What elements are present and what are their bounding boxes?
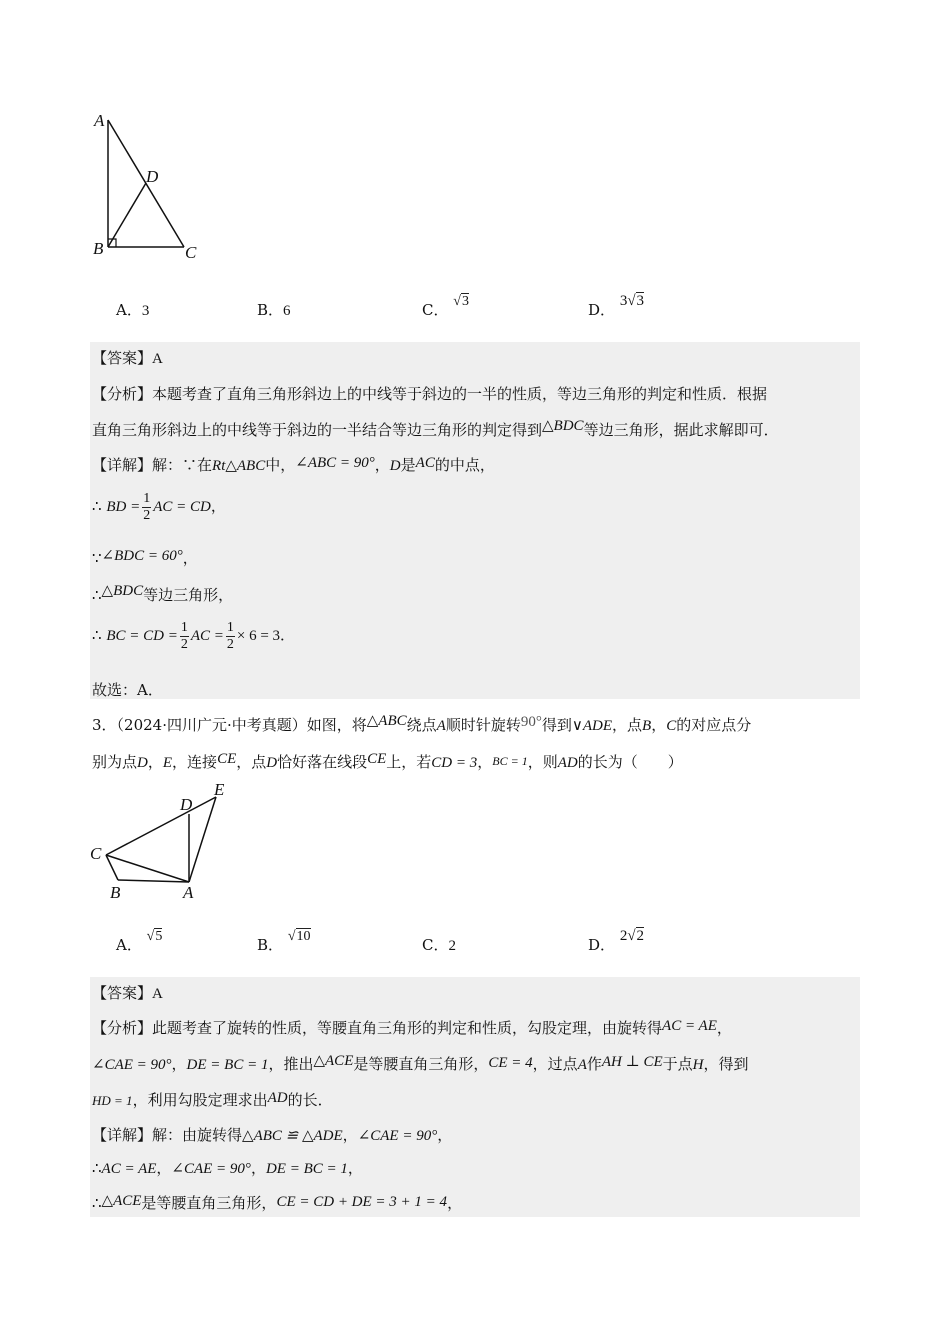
label-D: D — [180, 795, 193, 814]
option-a-letter: A． — [116, 301, 142, 319]
math-expr: ∠CAE = 90° — [92, 1057, 172, 1073]
stem-text: 3．（2024·四川广元·中考真题）如图，将 — [92, 716, 367, 734]
q2-detail-line3 — [92, 547, 198, 568]
answer-tag: 【答案】 — [92, 984, 153, 1002]
option-a-value: 3 — [141, 303, 150, 319]
q2-analysis-line1 — [92, 383, 767, 404]
math-expr: DE = BC = 1 — [265, 1161, 348, 1177]
label-A: A — [94, 111, 105, 130]
math-expr: H — [692, 1057, 704, 1073]
q2-analysis-line2 — [92, 419, 779, 440]
math-expr: CE — [367, 751, 387, 767]
math-expr: BC = 1 — [492, 754, 528, 768]
q3-stem-line1 — [92, 714, 751, 735]
q3-option-d — [588, 928, 645, 955]
label-A: A — [183, 883, 194, 902]
option-b-value: √10 — [287, 929, 311, 944]
math-expr: DE = BC = 1 — [186, 1057, 269, 1073]
analysis-text: 作 — [586, 1055, 602, 1073]
q2-answer — [92, 347, 163, 368]
analysis-text: 等边三角形，据此求解即可． — [583, 421, 779, 439]
math-expr: △BDC — [542, 418, 584, 434]
math-expr: E — [162, 755, 173, 771]
analysis-text: ，利用勾股定理求出 — [132, 1091, 268, 1109]
therefore-symbol: ∴ — [92, 1159, 102, 1177]
q2-detail-line1 — [92, 454, 495, 475]
option-b-value: 6 — [283, 303, 291, 319]
math-expr: CE — [217, 751, 237, 767]
stem-text: ，则 — [527, 753, 558, 771]
answer-tag: 【答案】 — [92, 349, 153, 367]
option-c-letter: C． — [422, 301, 449, 319]
detail-text: 中， — [265, 456, 296, 474]
math-expr: A — [577, 1057, 587, 1073]
analysis-text: 是等腰直角三角形， — [353, 1055, 489, 1073]
q3-analysis-line1 — [92, 1017, 732, 1038]
q3-detail-line1 — [92, 1124, 452, 1145]
q3-detail-line3 — [92, 1192, 462, 1213]
option-d-letter: D． — [588, 936, 616, 954]
math-expr: △ACE — [101, 1193, 142, 1209]
analysis-text: ，推出 — [268, 1055, 314, 1073]
stem-text: ， — [477, 753, 493, 771]
stem-text: 上，若 — [386, 753, 432, 771]
option-b-letter: B． — [257, 936, 284, 954]
math-expr: 90° — [520, 714, 542, 730]
numerator: 1 — [180, 619, 188, 635]
analysis-text: 此题考查了旋转的性质，等腰直角三角形的判定和性质，勾股定理，由旋转得 — [152, 1019, 663, 1037]
edge-BD — [108, 183, 146, 247]
math-expr: ∠CAE = 90° — [357, 1128, 438, 1144]
math-expr: A — [436, 718, 446, 734]
label-C: C — [90, 844, 102, 863]
math-expr: Rt△ABC — [212, 458, 266, 474]
analysis-tag: 【分析】 — [92, 1019, 153, 1037]
math-expr: ∠CAE = 90° — [171, 1161, 251, 1177]
therefore-symbol: ∴ — [92, 1194, 102, 1212]
math-expr: BD = — [106, 499, 141, 515]
option-d-radicand: 3 — [636, 293, 645, 309]
math-expr: ∠BDC = 60° — [101, 548, 183, 564]
detail-text: ， — [347, 1159, 363, 1177]
denominator: 2 — [143, 507, 151, 523]
stem-text: 的长为（ ） — [577, 753, 683, 771]
choice-text: 故选：A． — [92, 681, 163, 699]
math-expr: AD — [267, 1090, 288, 1106]
stem-text: 得到 — [541, 716, 572, 734]
math-expr: AC = AE — [662, 1018, 717, 1034]
detail-text: ， — [182, 549, 198, 567]
detail-text: ， — [447, 1194, 463, 1212]
q2-detail-line5 — [92, 616, 295, 655]
math-expr: AC = CD — [153, 499, 211, 515]
option-c-value: 2 — [448, 938, 456, 954]
q3-option-a — [116, 929, 163, 955]
option-d-coef: 2 — [619, 928, 628, 944]
stem-text: ， — [147, 753, 163, 771]
stem-text: ， — [651, 716, 667, 734]
stem-text: 别为点 — [92, 753, 138, 771]
math-expr: AH ⊥ CE — [601, 1054, 663, 1070]
edge-CA — [106, 855, 189, 882]
math-expr: D — [266, 755, 278, 771]
math-expr: CE = 4 — [488, 1055, 533, 1071]
option-b-radicand: 10 — [296, 929, 311, 944]
detail-text: 等边三角形， — [143, 586, 234, 604]
option-c-letter: C． — [422, 936, 449, 954]
stem-text: 恰好落在线段 — [277, 753, 368, 771]
math-expr: CD = 3 — [431, 755, 478, 771]
analysis-text: 的长． — [287, 1091, 333, 1109]
math-expr: △ABC ≌ △ADE — [242, 1128, 343, 1144]
analysis-text: ，过点 — [532, 1055, 578, 1073]
because-symbol: ∵ — [92, 549, 102, 567]
option-b — [257, 299, 291, 320]
answer-value: A — [152, 986, 163, 1002]
math-expr: D — [137, 755, 148, 771]
option-a-letter: A． — [116, 936, 142, 954]
option-c — [422, 294, 469, 320]
math-expr: × 6 = 3 — [236, 628, 281, 644]
math-expr: ∠ABC = 90° — [295, 455, 375, 471]
label-B: B — [110, 883, 121, 902]
numerator: 1 — [226, 619, 234, 635]
detail-text: ， — [342, 1126, 358, 1144]
option-a — [116, 299, 149, 320]
numerator: 1 — [143, 490, 151, 506]
q3-analysis-line2 — [92, 1053, 749, 1074]
detail-text: ， — [156, 1159, 172, 1177]
q3-analysis-line3 — [92, 1089, 333, 1110]
math-expr: △ABC — [366, 713, 407, 729]
option-b-letter: B． — [257, 301, 284, 319]
q3-option-b — [257, 929, 311, 955]
detail-text: 解：∵在 — [152, 456, 213, 474]
stem-text: ，连接 — [172, 753, 218, 771]
fraction — [226, 620, 235, 653]
analysis-text: 本题考查了直角三角形斜边上的中线等于斜边的一半的性质，等边三角形的判定和性质．根据 — [152, 385, 768, 403]
stem-text: 顺时针旋转 — [445, 716, 521, 734]
answer-value: A — [152, 351, 163, 367]
detail-text: ， — [374, 456, 390, 474]
detail-tag: 【详解】 — [92, 456, 153, 474]
math-expr: HD = 1 — [92, 1093, 133, 1108]
analysis-text: 直角三角形斜边上的中线等于斜边的一半结合等边三角形的判定得到 — [92, 421, 543, 439]
detail-text: 的中点， — [434, 456, 495, 474]
q3-detail-line2 — [92, 1157, 363, 1178]
therefore-symbol: ∴ — [92, 497, 102, 515]
fraction — [142, 491, 151, 524]
option-c-value: √3 — [453, 294, 469, 309]
option-d-radicand: 2 — [636, 928, 645, 944]
detail-text: ， — [250, 1159, 266, 1177]
option-d — [588, 293, 645, 320]
denominator: 2 — [226, 636, 234, 652]
detail-text: 是 — [400, 456, 416, 474]
math-expr: C — [666, 718, 677, 734]
option-d-letter: D． — [588, 301, 616, 319]
math-expr: BC = CD = — [106, 628, 178, 644]
edge-BA — [118, 880, 189, 882]
detail-text: 解：由旋转得 — [152, 1126, 243, 1144]
detail-text: ， — [437, 1126, 453, 1144]
stem-text: ，点 — [612, 716, 643, 734]
math-expr: ∨ADE — [571, 718, 612, 734]
math-expr: △BDC — [101, 583, 144, 599]
option-c-radicand: 3 — [461, 294, 469, 309]
detail-text: ， — [210, 497, 226, 515]
label-C: C — [185, 243, 197, 262]
math-expr: CE = CD + DE = 3 + 1 = 4 — [276, 1194, 448, 1210]
math-expr: AC — [415, 455, 435, 471]
math-expr: AC = AE — [101, 1161, 157, 1177]
analysis-text: ， — [171, 1055, 187, 1073]
analysis-text: ， — [716, 1019, 732, 1037]
math-expr: D — [389, 458, 401, 474]
option-d-value: 3√3 — [619, 293, 645, 309]
analysis-text: 于点 — [662, 1055, 693, 1073]
figure-right-triangle — [88, 108, 218, 268]
math-expr: B — [642, 718, 652, 734]
detail-text: ． — [280, 626, 296, 644]
stem-text: 的对应点分 — [676, 716, 752, 734]
q3-stem-line2 — [92, 751, 683, 772]
stem-text: ，点 — [236, 753, 267, 771]
option-d-value: 2√2 — [619, 928, 645, 944]
option-a-radicand: 5 — [155, 929, 163, 944]
math-expr: △ACE — [313, 1053, 354, 1069]
edge-CE — [106, 797, 216, 855]
option-d-coef: 3 — [619, 293, 628, 309]
denominator: 2 — [180, 636, 188, 652]
q2-choice — [92, 679, 163, 700]
analysis-text: ，得到 — [703, 1055, 749, 1073]
math-expr: AD — [557, 755, 578, 771]
therefore-symbol: ∴ — [92, 626, 102, 644]
stem-text: 绕点 — [406, 716, 437, 734]
q3-answer — [92, 982, 163, 1003]
q3-option-c — [422, 934, 456, 955]
math-expr: AC = — [190, 628, 224, 644]
therefore-symbol: ∴ — [92, 586, 102, 604]
option-a-value: √5 — [146, 929, 163, 944]
analysis-tag: 【分析】 — [92, 385, 153, 403]
label-E: E — [214, 780, 225, 799]
fraction — [180, 620, 189, 653]
q2-detail-line2 — [92, 487, 226, 526]
label-B: B — [93, 239, 104, 258]
detail-tag: 【详解】 — [92, 1126, 153, 1144]
detail-text: 是等腰直角三角形， — [141, 1194, 277, 1212]
q2-detail-line4 — [92, 584, 233, 605]
label-D: D — [146, 167, 159, 186]
figure-rotation — [86, 780, 236, 905]
